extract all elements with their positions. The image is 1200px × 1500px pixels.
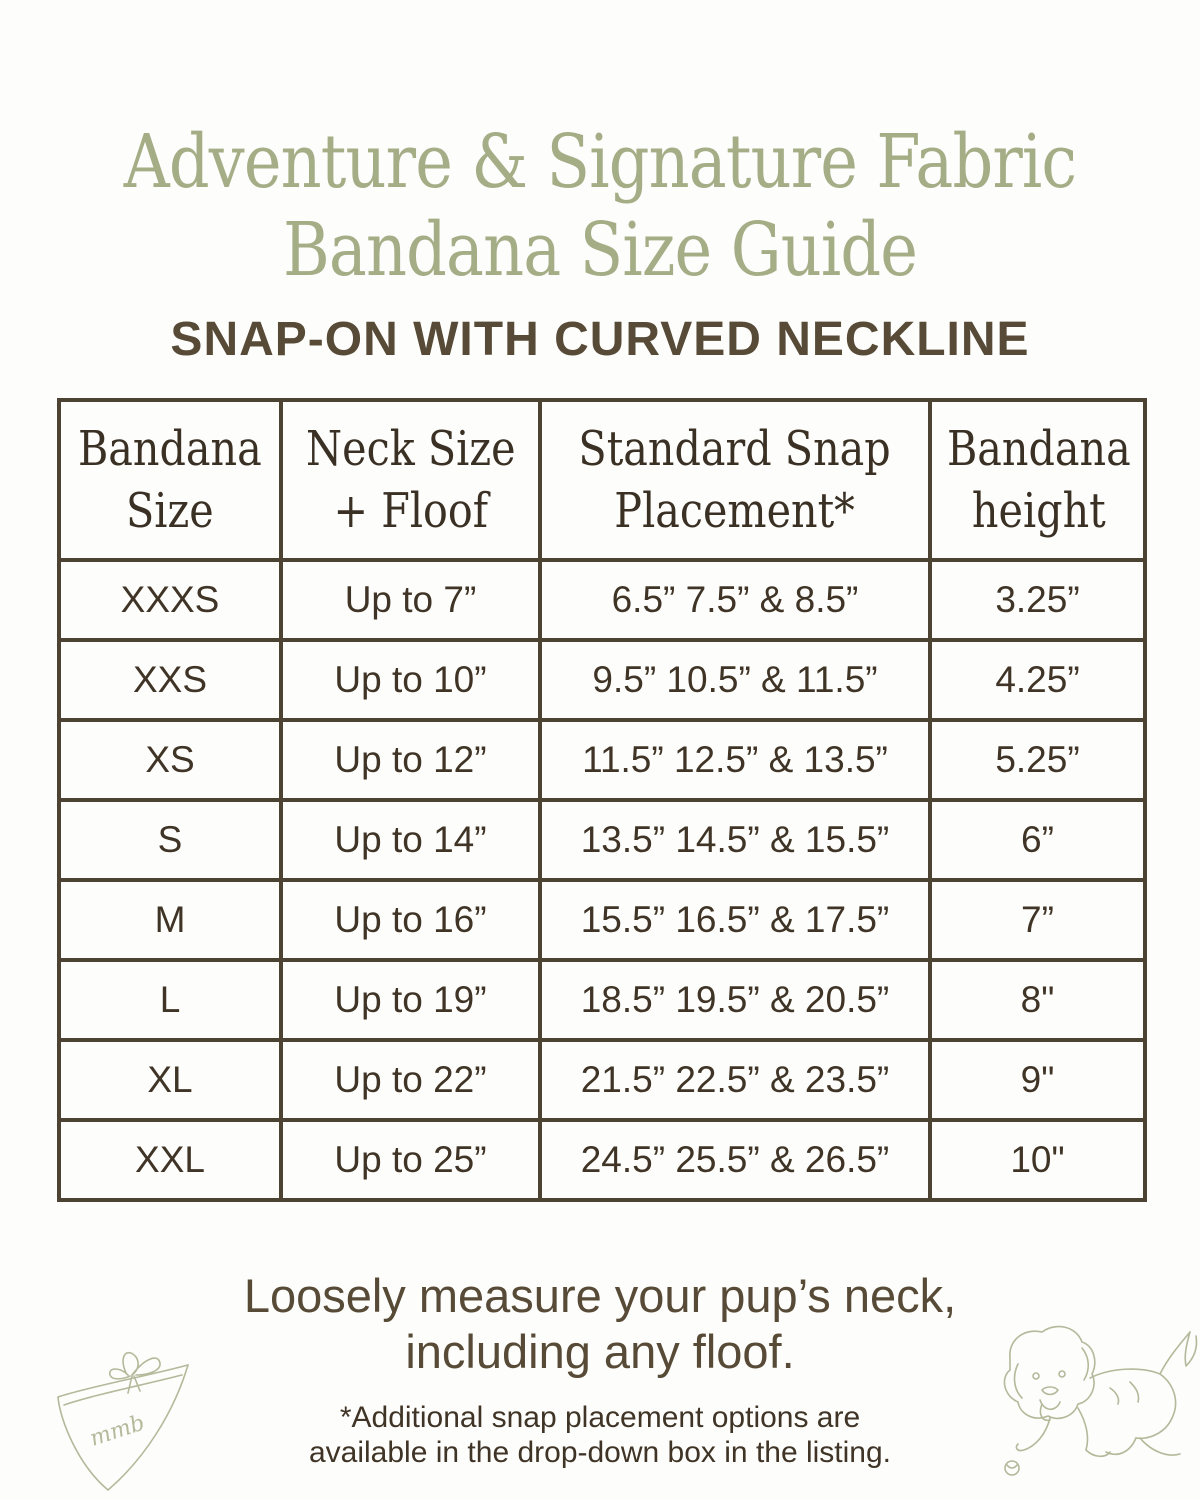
size-cell: XXS bbox=[59, 640, 281, 720]
height-cell: 7” bbox=[930, 880, 1145, 960]
title-line-2: Bandana Size Guide bbox=[282, 207, 918, 293]
size-cell: L bbox=[59, 960, 281, 1040]
neck-size-cell: Up to 16” bbox=[281, 880, 540, 960]
neck-size-cell: Up to 25” bbox=[281, 1120, 540, 1200]
height-cell: 10" bbox=[930, 1120, 1145, 1200]
table-header-row bbox=[59, 400, 1145, 560]
height-cell: 4.25” bbox=[930, 640, 1145, 720]
table-row bbox=[59, 560, 1145, 640]
neck-size-cell: Up to 14” bbox=[281, 800, 540, 880]
dog-icon bbox=[990, 1318, 1200, 1498]
header-neck-size-line-2: + Floof bbox=[333, 483, 488, 539]
page-title bbox=[84, 118, 1116, 294]
snap-placement-cell: 13.5” 14.5” & 15.5” bbox=[540, 800, 930, 880]
header-bandana-size-line-2: Size bbox=[126, 483, 214, 539]
header-bandana-size-line-1: Bandana bbox=[78, 421, 262, 477]
neck-size-cell: Up to 10” bbox=[281, 640, 540, 720]
header-bandana-height-line-1: Bandana bbox=[946, 421, 1131, 477]
table-row bbox=[59, 720, 1145, 800]
footnote-line-1: *Additional snap placement options are bbox=[339, 1401, 861, 1434]
snap-placement-cell: 21.5” 22.5” & 23.5” bbox=[540, 1040, 930, 1120]
snap-placement-cell: 9.5” 10.5” & 11.5” bbox=[540, 640, 930, 720]
table-row bbox=[59, 960, 1145, 1040]
header-bandana-height-line-2: height bbox=[971, 483, 1106, 539]
height-cell: 9" bbox=[930, 1040, 1145, 1120]
bandana-icon bbox=[48, 1345, 198, 1500]
table-row bbox=[59, 640, 1145, 720]
size-cell: XS bbox=[59, 720, 281, 800]
header-bandana-height bbox=[930, 400, 1145, 560]
neck-size-cell: Up to 22” bbox=[281, 1040, 540, 1120]
height-cell: 6” bbox=[930, 800, 1145, 880]
table-body bbox=[59, 560, 1145, 1200]
title-line-1: Adventure & Signature Fabric bbox=[123, 119, 1077, 205]
instructions-line-1: Loosely measure your pup’s neck, bbox=[243, 1269, 957, 1322]
neck-size-cell: Up to 12” bbox=[281, 720, 540, 800]
height-cell: 8" bbox=[930, 960, 1145, 1040]
snap-placement-cell: 6.5” 7.5” & 8.5” bbox=[540, 560, 930, 640]
header-bandana-size bbox=[59, 400, 281, 560]
size-cell: XXL bbox=[59, 1120, 281, 1200]
neck-size-cell: Up to 19” bbox=[281, 960, 540, 1040]
snap-placement-cell: 24.5” 25.5” & 26.5” bbox=[540, 1120, 930, 1200]
footnote-line-2: available in the drop-down box in the listing. bbox=[308, 1436, 892, 1469]
header-neck-size bbox=[281, 400, 540, 560]
neck-size-cell: Up to 7” bbox=[281, 560, 540, 640]
snap-placement-cell: 15.5” 16.5” & 17.5” bbox=[540, 880, 930, 960]
instructions-line-2: including any floof. bbox=[405, 1325, 795, 1378]
header-snap-placement-line-2: Placement* bbox=[614, 483, 856, 539]
table-row bbox=[59, 1120, 1145, 1200]
size-cell: XL bbox=[59, 1040, 281, 1120]
header-neck-size-line-1: Neck Size bbox=[305, 421, 516, 477]
bandana-logo-text: mmb bbox=[86, 1410, 148, 1452]
snap-placement-cell: 11.5” 12.5” & 13.5” bbox=[540, 720, 930, 800]
snap-placement-cell: 18.5” 19.5” & 20.5” bbox=[540, 960, 930, 1040]
table-row bbox=[59, 800, 1145, 880]
table-row bbox=[59, 880, 1145, 960]
size-cell: M bbox=[59, 880, 281, 960]
size-cell: S bbox=[59, 800, 281, 880]
header-snap-placement-line-1: Standard Snap bbox=[578, 421, 892, 477]
table-row bbox=[59, 1040, 1145, 1120]
size-cell: XXXS bbox=[59, 560, 281, 640]
height-cell: 5.25” bbox=[930, 720, 1145, 800]
header-snap-placement bbox=[540, 400, 930, 560]
height-cell: 3.25” bbox=[930, 560, 1145, 640]
size-guide-table bbox=[57, 398, 1147, 1202]
page-subtitle: SNAP-ON WITH CURVED NECKLINE bbox=[170, 313, 1030, 366]
